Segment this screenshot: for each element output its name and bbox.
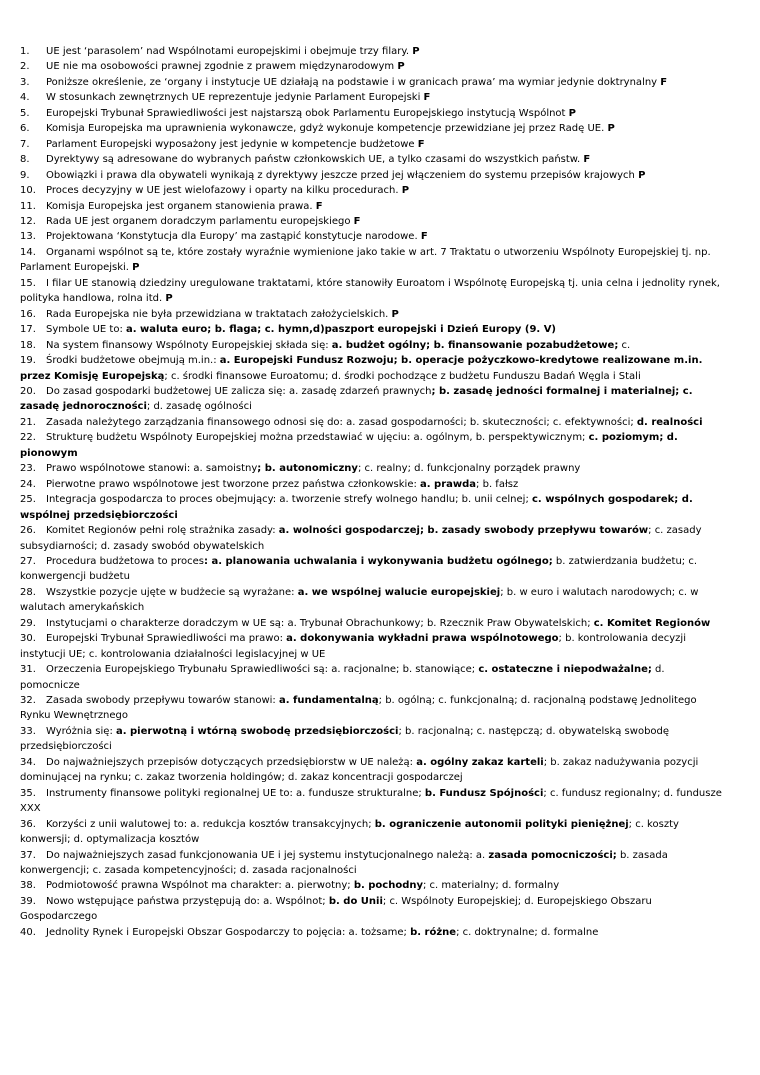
item-number: 23. xyxy=(20,463,36,475)
list-item xyxy=(20,523,726,554)
answer-text: a. fundamentalną xyxy=(278,695,379,707)
question-text: W stosunkach zewnętrznych UE reprezentuje jedynie Parlament Europejski xyxy=(46,92,424,104)
answer-text: a. wolności gospodarczej; b. zasady swobody przepływu towarów xyxy=(278,525,649,537)
list-item xyxy=(20,430,726,461)
answer-text: ; b. autonomiczny xyxy=(257,463,358,475)
list-item xyxy=(20,894,726,925)
list-item xyxy=(20,152,726,167)
question-text: Rada Europejska nie była przewidziana w traktatach założycielskich. xyxy=(46,308,392,320)
question-text: Orzeczenia Europejskiego Trybunału Sprawiedliwości są: a. racjonalne; b. stanowiące; xyxy=(46,664,479,676)
item-number: 28. xyxy=(20,586,36,598)
answer-text: a. Europejski Fundusz Rozwoju; b. operacje pożyczkowo-kredytowe realizowane m.in. przez Komisję Europejską xyxy=(20,355,703,382)
question-text: UE nie ma osobowości prawnej zgodnie z prawem międzynarodowym xyxy=(46,61,398,73)
question-text: Europejski Trybunał Sprawiedliwości ma prawo: xyxy=(46,633,287,645)
answer-text: P xyxy=(412,46,420,57)
item-number: 4. xyxy=(20,92,30,104)
question-text: Do najważniejszych zasad funkcjonowania UE i jej systemu instytucjonalnego należą: a. xyxy=(46,849,489,861)
question-text: ; c. materialny; d. formalny xyxy=(423,880,560,892)
list-item xyxy=(20,214,726,229)
question-text: ; c. zasady subsydiarności; d. zasady swobód obywatelskich xyxy=(20,525,702,552)
question-text: ; b. racjonalną; c. następczą; d. obywatelską swobodę przedsiębiorczości xyxy=(20,725,670,753)
item-number: 8. xyxy=(20,154,30,166)
answer-text: F xyxy=(583,154,591,166)
question-text: Prawo wspólnotowe stanowi: a. samoistny xyxy=(46,463,258,475)
item-number: 5. xyxy=(20,107,30,119)
answer-text: c. ostateczne i niepodważalne; xyxy=(478,664,652,676)
list-item xyxy=(20,229,726,244)
answer-text: b. Fundusz Spójności xyxy=(424,787,544,799)
answer-text: a. pierwotną i wtórną swobodę przedsiębiorczości xyxy=(116,725,399,737)
question-text: b. zatwierdzania budżetu; c. konwergencji budżetu xyxy=(20,555,698,583)
item-number: 33. xyxy=(20,725,36,737)
answer-text: b. pochodny xyxy=(353,880,423,892)
item-number: 29. xyxy=(20,617,36,629)
list-item xyxy=(20,59,726,74)
list-item xyxy=(20,90,726,105)
question-text: Parlament Europejski wyposażony jest jedynie w kompetencje budżetowe xyxy=(46,138,418,150)
item-number: 18. xyxy=(20,339,36,351)
answer-text: c. Komitet Regionów xyxy=(593,617,711,629)
item-number: 9. xyxy=(20,169,30,181)
question-text: d. pomocnicze xyxy=(20,664,665,691)
list-item xyxy=(20,817,726,848)
answer-text: P xyxy=(165,293,173,305)
question-text: Strukturę budżetu Wspólnoty Europejskiej można przedstawiać w ujęciu: a. ogólnym, b. perspektywicznym; xyxy=(46,432,589,444)
answer-text: : a. planowania uchwalania i wykonywania budżetu ogólnego; xyxy=(204,555,553,567)
item-number: 22. xyxy=(20,432,36,444)
item-number: 6. xyxy=(20,123,30,135)
list-item xyxy=(20,848,726,879)
list-item xyxy=(20,199,726,214)
list-item xyxy=(20,631,726,662)
item-number: 17. xyxy=(20,324,36,336)
answer-text: b. różne xyxy=(410,926,457,938)
question-text: c. xyxy=(618,339,631,351)
item-number: 25. xyxy=(20,494,36,506)
question-text: Środki budżetowe obejmują m.in.: xyxy=(46,355,220,367)
answer-text: P xyxy=(568,107,576,119)
list-item xyxy=(20,461,726,476)
list-item xyxy=(20,878,726,893)
item-number: 15. xyxy=(20,277,36,289)
answer-text: P xyxy=(132,262,140,274)
question-text: Podmiotowość prawna Wspólnot ma charakter: a. pierwotny; xyxy=(46,880,354,892)
question-text: ; b. zakaz nadużywania pozycji dominującej na rynku; c. zakaz tworzenia holdingów; d. zakaz koncentracji gospodarczej xyxy=(20,756,699,784)
question-text: Procedura budżetowa to proces xyxy=(46,555,205,567)
list-item xyxy=(20,415,726,430)
item-number: 13. xyxy=(20,231,36,243)
answer-text: a. waluta euro; b. flaga; c. hymn,d)paszport europejski i Dzień Europy (9. V) xyxy=(126,324,557,336)
item-number: 11. xyxy=(20,200,36,212)
question-text: ; c. realny; d. funkcjonalny porządek prawny xyxy=(357,463,581,475)
answer-text: P xyxy=(391,308,399,320)
item-number: 31. xyxy=(20,664,36,676)
list-item xyxy=(20,322,726,337)
list-item xyxy=(20,384,726,415)
question-text: Poniższe określenie, ze ‘organy i instytucje UE działają na podstawie i w granicach prawa’ ma wymiar jedynie doktrynalny xyxy=(46,76,661,88)
list-item xyxy=(20,616,726,631)
question-text: Projektowana ‘Konstytucja dla Europy’ ma zastąpić konstytucje narodowe. xyxy=(46,231,421,243)
list-item xyxy=(20,307,726,322)
answer-text: b. do Unii xyxy=(328,895,383,907)
item-number: 14. xyxy=(20,246,36,258)
item-number: 16. xyxy=(20,308,36,320)
item-number: 24. xyxy=(20,478,36,490)
item-number: 37. xyxy=(20,849,36,861)
item-number: 27. xyxy=(20,555,36,567)
list-item xyxy=(20,75,726,90)
question-text: Rada UE jest organem doradczym parlamentu europejskiego xyxy=(46,215,354,227)
answer-text: F xyxy=(420,231,428,243)
question-text: Instrumenty finansowe polityki regionalnej UE to: a. fundusze strukturalne; xyxy=(46,787,425,799)
question-text: Integracja gospodarcza to proces obejmujący: a. tworzenie strefy wolnego handlu; b. unii celnej; xyxy=(46,494,532,506)
question-text: Obowiązki i prawa dla obywateli wynikają z dyrektywy jeszcze przed jej włączeniem do systemu przepisów krajowych xyxy=(46,169,639,181)
question-text: ; c. koszty konwersji; d. optymalizacja kosztów xyxy=(20,818,679,846)
list-item xyxy=(20,121,726,136)
list-item xyxy=(20,106,726,121)
question-text: ; b. fałsz xyxy=(476,478,519,490)
list-item xyxy=(20,786,726,817)
answer-text: P xyxy=(638,169,646,181)
question-text: Symbole UE to: xyxy=(46,324,126,336)
list-item xyxy=(20,585,726,616)
answer-text: zasada pomocniczości; xyxy=(488,849,617,861)
answer-text: d. realności xyxy=(636,416,703,428)
question-text: Komisja Europejska ma uprawnienia wykonawcze, gdyż wykonuje kompetencje przewidziane jej przez Radę UE. xyxy=(46,123,608,135)
item-number: 32. xyxy=(20,695,36,707)
list-item xyxy=(20,693,726,724)
list-item xyxy=(20,724,726,755)
question-text: Pierwotne prawo wspólnotowe jest tworzone przez państwa członkowskie: xyxy=(46,478,421,490)
question-text: Nowo wstępujące państwa przystępują do: a. Wspólnot; xyxy=(46,895,329,907)
list-item xyxy=(20,755,726,786)
item-number: 40. xyxy=(20,926,36,938)
question-text: UE jest ‘parasolem’ nad Wspólnotami europejskimi i obejmuje trzy filary. xyxy=(46,46,413,57)
list-item xyxy=(20,44,726,59)
answer-text: a. we wspólnej walucie europejskiej xyxy=(297,586,501,598)
list-item xyxy=(20,276,726,307)
question-text: Zasada swobody przepływu towarów stanowi: xyxy=(46,695,279,707)
answer-text: b. ograniczenie autonomii polityki pieniężnej xyxy=(374,818,629,830)
question-text: Europejski Trybunał Sprawiedliwości jest najstarszą obok Parlamentu Europejskiego instytucją Wspólnot xyxy=(46,107,569,119)
item-number: 12. xyxy=(20,215,36,227)
question-text: Wszystkie pozycje ujęte w budżecie są wyrażane: xyxy=(46,586,298,598)
question-text: Komitet Regionów pełni rolę strażnika zasady: xyxy=(46,525,279,537)
item-number: 7. xyxy=(20,138,30,150)
item-number: 1. xyxy=(20,46,30,57)
item-number: 3. xyxy=(20,76,30,88)
answer-text: F xyxy=(353,215,361,227)
question-text: Instytucjami o charakterze doradczym w UE są: a. Trybunał Obrachunkowy; b. Rzecznik Praw Obywatelskich; xyxy=(46,617,594,629)
question-text: I filar UE stanowią dziedziny uregulowane traktatami, które stanowiły Euroatom i Wspólnotę Europejską tj. unia celna i jednolity rynek, polityka handlowa, rolna itd. xyxy=(20,277,720,305)
question-text: Zasada należytego zarządzania finansowego odnosi się do: a. zasad gospodarności; b. skuteczności; c. efektywności; xyxy=(46,416,637,428)
item-number: 19. xyxy=(20,355,36,367)
list-item xyxy=(20,245,726,276)
question-text: ; c. Wspólnoty Europejskiej; d. Europejskiego Obszaru Gospodarczego xyxy=(20,895,652,923)
answer-text: F xyxy=(417,138,425,150)
question-text: ; b. w euro i walutach narodowych; c. w walutach amerykańskich xyxy=(20,586,699,614)
question-text: b. zasada konwergencji; c. zasada kompetencyjności; d. zasada racjonalności xyxy=(20,849,668,877)
item-number: 36. xyxy=(20,818,36,830)
item-number: 34. xyxy=(20,756,36,768)
question-text: ; d. zasadę ogólności xyxy=(146,401,252,413)
question-text: Komisja Europejska jest organem stanowienia prawa. xyxy=(46,200,316,212)
answer-text: P xyxy=(397,61,405,73)
item-number: 35. xyxy=(20,787,36,799)
list-item xyxy=(20,168,726,183)
answer-text: F xyxy=(423,92,431,104)
question-text: Dyrektywy są adresowane do wybranych państw członkowskich UE, a tylko czasami do wszystkich państw. xyxy=(46,154,584,166)
item-number: 30. xyxy=(20,633,36,645)
answer-text: a. dokonywania wykładni prawa wspólnotowego xyxy=(286,633,559,645)
list-item xyxy=(20,353,726,384)
item-number: 39. xyxy=(20,895,36,907)
item-number: 10. xyxy=(20,185,36,197)
answer-text: ; b. zasadę jedności formalnej i materialnej; c. zasadę jednoroczności xyxy=(20,385,693,413)
question-list xyxy=(20,44,726,940)
question-text: Korzyści z unii walutowej to: a. redukcja kosztów transakcyjnych; xyxy=(46,818,375,830)
question-text: ; c. środki finansowe Euroatomu; d. środki pochodzące z budżetu Funduszu Badań Węgla i Stali xyxy=(164,370,641,382)
list-item xyxy=(20,137,726,152)
question-text: Do zasad gospodarki budżetowej UE zalicza się: a. zasadę zdarzeń prawnych xyxy=(46,385,432,397)
question-text: ; b. kontrolowania decyzji instytucji UE; c. kontrolowania działalności legislacyjnej w UE xyxy=(20,633,686,660)
question-text: ; b. ogólną; c. funkcjonalną; d. racjonalną podstawę Jednolitego Rynku Wewnętrznego xyxy=(20,695,697,722)
item-number: 20. xyxy=(20,385,36,397)
question-text: Proces decyzyjny w UE jest wielofazowy i oparty na kilku procedurach. xyxy=(46,185,402,197)
question-text: Na system finansowy Wspólnoty Europejskiej składa się: xyxy=(46,339,332,351)
list-item xyxy=(20,338,726,353)
item-number: 38. xyxy=(20,880,36,892)
answer-text: F xyxy=(660,76,668,88)
question-text: Do najważniejszych przepisów dotyczących przedsiębiorstw w UE należą: xyxy=(46,756,417,768)
question-text: ; c. fundusz regionalny; d. fundusze XXX xyxy=(20,787,722,815)
list-item xyxy=(20,477,726,492)
answer-text: a. ogólny zakaz karteli xyxy=(416,756,544,768)
item-number: 26. xyxy=(20,525,36,537)
answer-text: P xyxy=(607,123,615,135)
item-number: 2. xyxy=(20,61,30,73)
item-number: 21. xyxy=(20,416,36,428)
list-item xyxy=(20,662,726,693)
question-text: Wyróżnia się: xyxy=(46,725,116,737)
question-text: Organami wspólnot są te, które zostały wyraźnie wymienione jako takie w art. 7 Traktatu o utworzeniu Wspólnoty Europejskiej tj. np. Parlament Europejski. xyxy=(20,246,711,274)
question-text: ; c. doktrynalne; d. formalne xyxy=(456,926,599,938)
list-item xyxy=(20,554,726,585)
list-item xyxy=(20,492,726,523)
answer-text: c. poziomym; d. pionowym xyxy=(20,432,678,459)
answer-text: P xyxy=(401,185,410,197)
answer-text: F xyxy=(315,200,323,212)
answer-text: c. wspólnych gospodarek; d. wspólnej przedsiębiorczości xyxy=(20,494,693,521)
answer-text: a. budżet ogólny; b. finansowanie pozabudżetowe; xyxy=(331,339,619,351)
list-item xyxy=(20,925,726,940)
list-item xyxy=(20,183,726,198)
question-text: Jednolity Rynek i Europejski Obszar Gospodarczy to pojęcia: a. tożsame; xyxy=(46,926,411,938)
answer-text: a. prawda xyxy=(420,478,477,490)
